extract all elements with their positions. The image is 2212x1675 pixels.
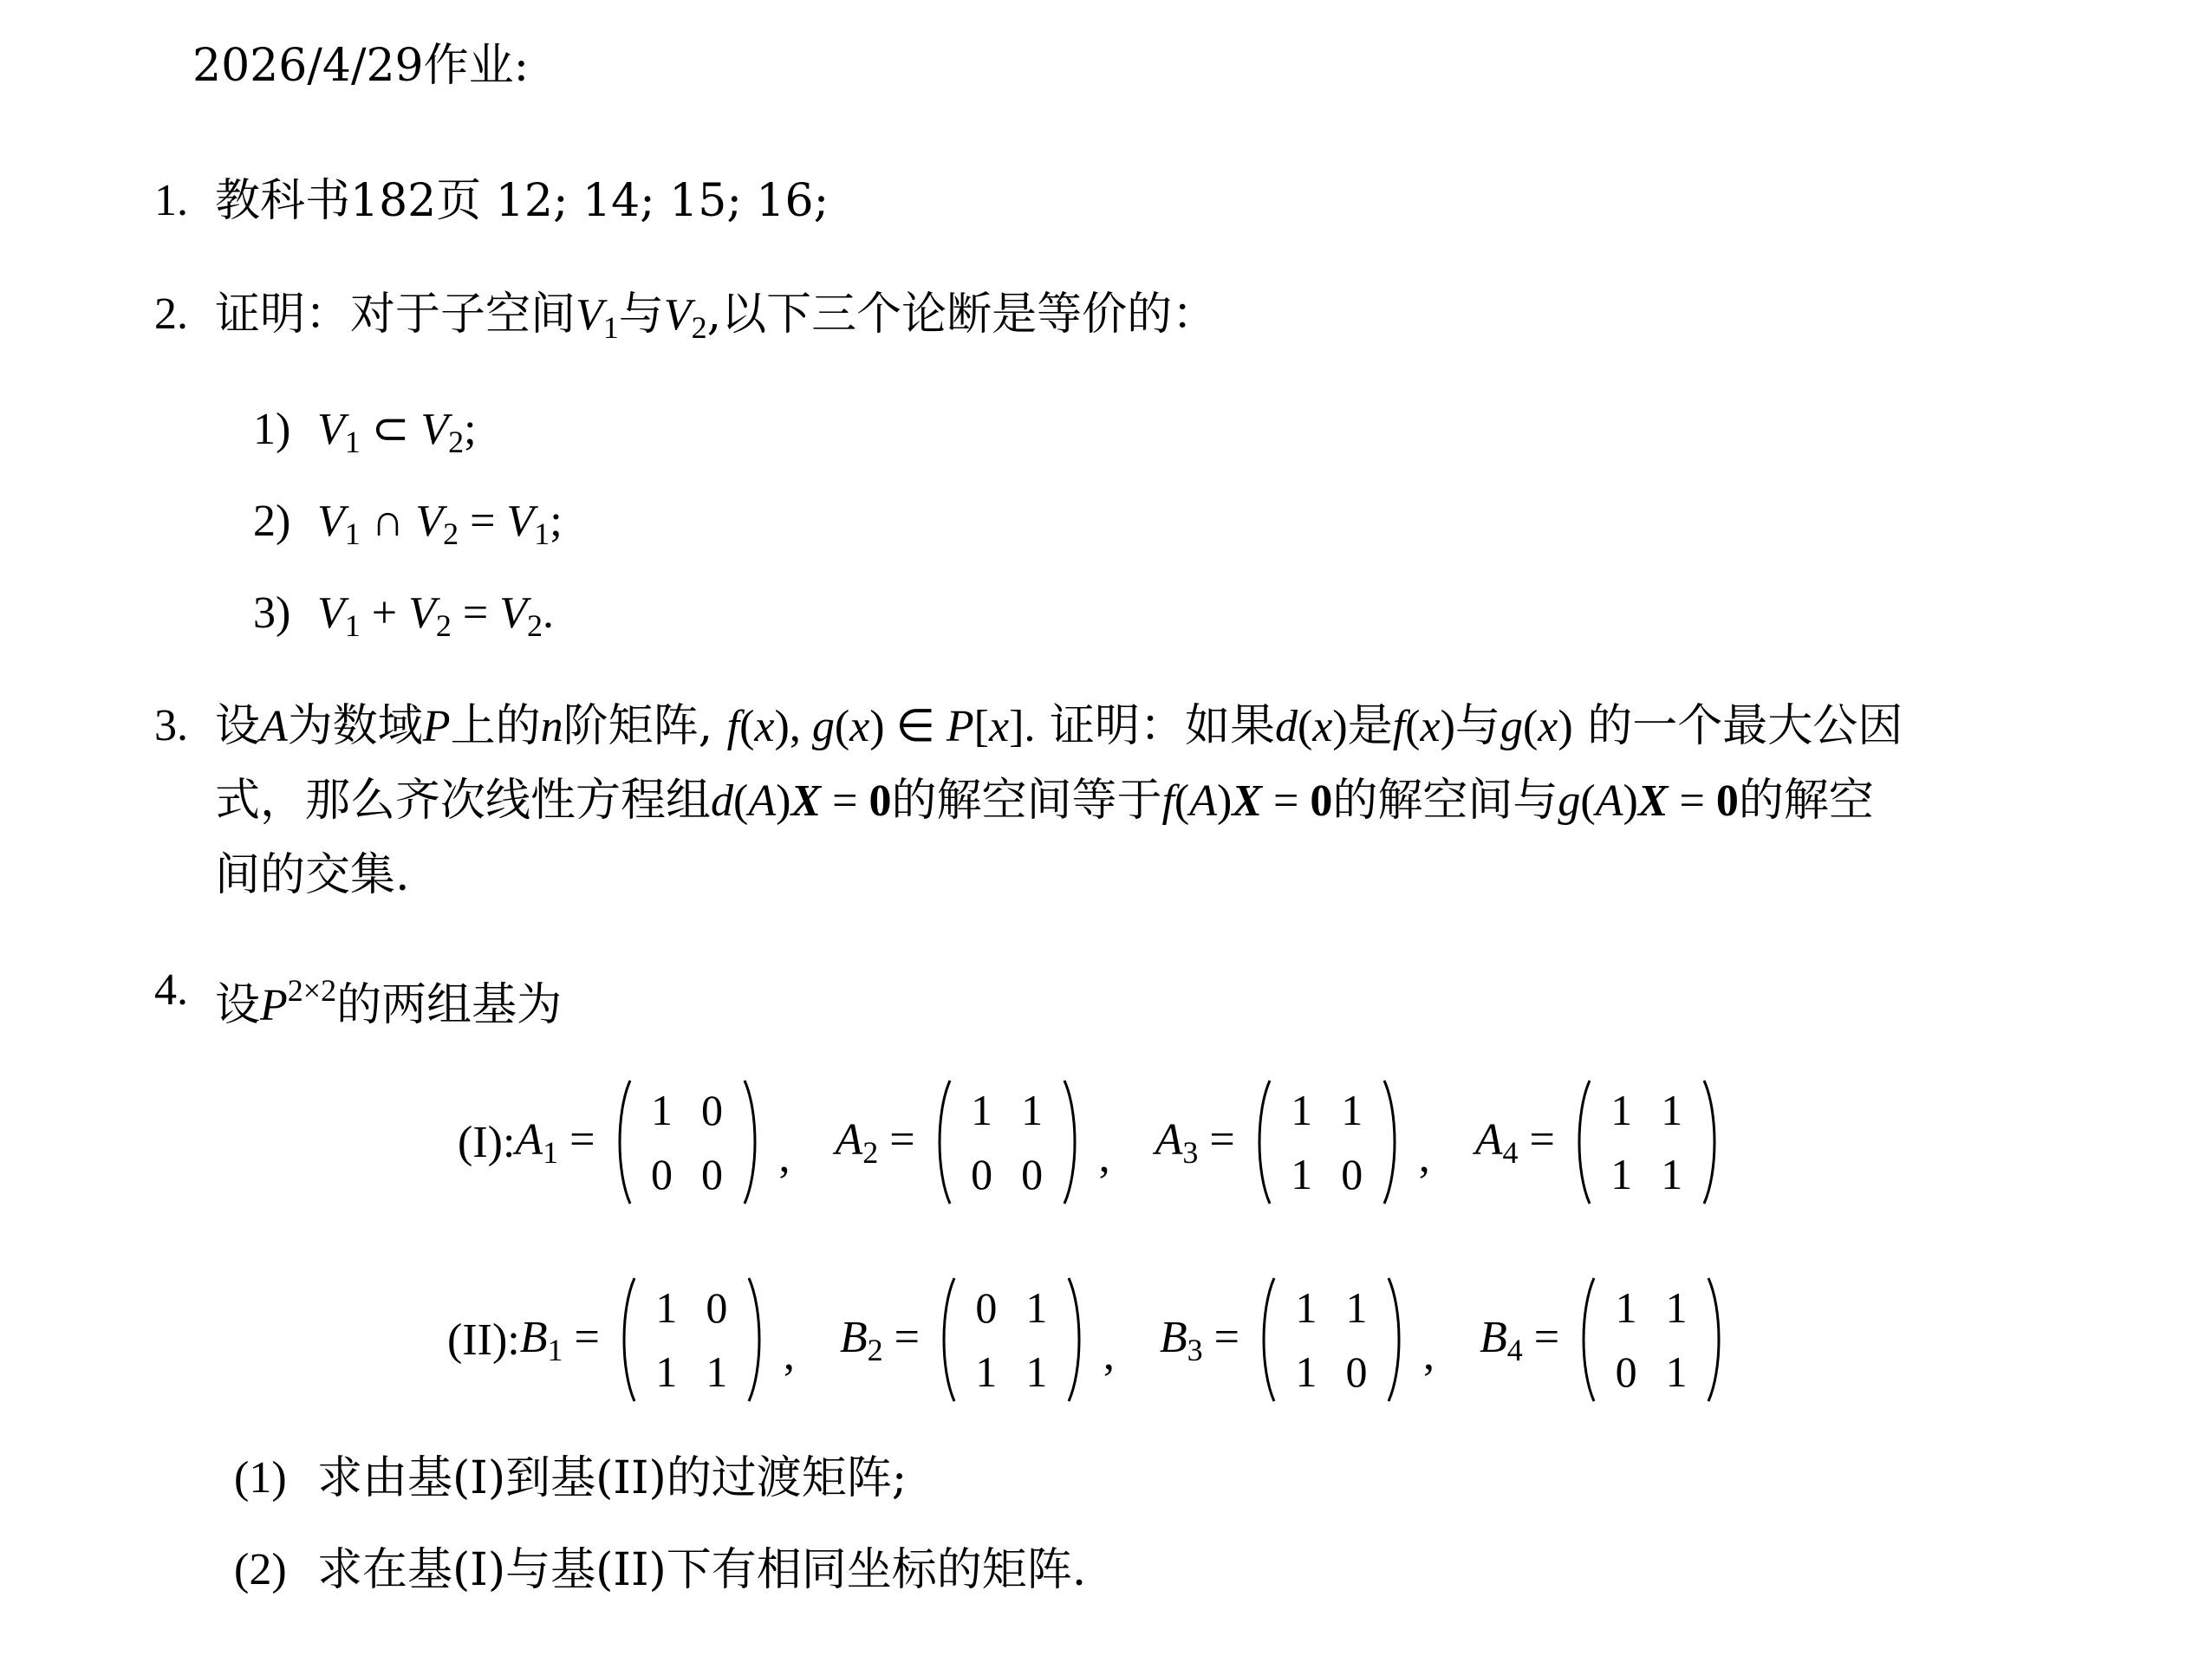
basis-I-matrix-1-name: $A_1$ =	[515, 1114, 595, 1170]
item-3-line-3: 间的交集.	[215, 849, 410, 901]
item-2-sub-1-formula: $V_1$ ⊂ $V_2$;	[317, 405, 477, 459]
basis-II-matrix-4-name: $B_4$ =	[1480, 1312, 1560, 1367]
basis-I-matrix-2-cell: 1	[1021, 1086, 1044, 1134]
basis-I-matrix-4	[1475, 1077, 1735, 1207]
basis-II-matrix-1-cell: 0	[706, 1283, 728, 1332]
item-3-line-1: 设A为数域P上的n阶矩阵, f(x), g(x) ∈ P[x]. 证明：如果d(x)是f(x)与g(x) 的一个最大公因	[215, 700, 1903, 752]
basis-II-matrix-1-cell: 1	[706, 1347, 728, 1396]
basis-I-matrix-1-cell: 0	[701, 1086, 723, 1134]
basis-I-matrix-3: $A_3$ = 1 1 1 0 ,	[1155, 1077, 1475, 1207]
item-2-number: 2.	[154, 289, 188, 339]
item-4-sub-2-text: 求在基(I)与基(II)下有相同坐标的矩阵.	[317, 1544, 1087, 1596]
basis-II-matrix-3-cell: 0	[1345, 1347, 1368, 1396]
item-4-sub-1-text: 求由基(I)到基(II)的过渡矩阵;	[317, 1452, 908, 1504]
item-1-text: 教科书182页 12; 14; 15; 16;	[215, 175, 830, 227]
item-2-sub-2-label: 2)	[253, 497, 291, 546]
item-3-number: 3.	[154, 701, 188, 750]
basis-I-matrix-1-cell: 0	[701, 1150, 723, 1198]
basis-I-label: (I):	[458, 1117, 516, 1167]
basis-I-matrix-3-cell: 0	[1341, 1150, 1363, 1198]
basis-II-matrix-1-cell: 1	[655, 1347, 678, 1396]
item-3-line-2: 式，那么齐次线性方程组d(A)X = 0的解空间等于f(A)X = 0的解空间与g(A)X = 0的解空	[215, 775, 1874, 827]
basis-II-matrix-3-cell: 1	[1295, 1283, 1317, 1332]
basis-II-matrix-3-name: $B_3$ =	[1159, 1312, 1239, 1367]
basis-I-matrix-4-cell: 1	[1610, 1150, 1633, 1198]
basis-I-row	[458, 1073, 1735, 1211]
basis-I-matrix-2-name: $A_2$ =	[835, 1114, 915, 1170]
basis-I-matrix-3-cell: 1	[1341, 1086, 1363, 1134]
basis-I-matrix-1-cell: 1	[651, 1086, 673, 1134]
basis-II-matrix-1-name: $B_1$ =	[519, 1312, 600, 1367]
basis-I-matrix-2-cell: 0	[971, 1150, 993, 1198]
basis-II-matrix-3-cell: 1	[1295, 1347, 1317, 1396]
page-title: 2026/4/29作业:	[192, 40, 530, 92]
item-4-number: 4.	[154, 965, 188, 1015]
basis-II-matrix-3: $B_3$ = 1 1 1 0 ,	[1160, 1275, 1480, 1405]
item-1-number: 1.	[154, 176, 188, 225]
basis-II-matrix-1-cell: 1	[655, 1283, 678, 1332]
basis-II-matrix-2-cell: 1	[975, 1347, 998, 1396]
basis-II-row	[447, 1270, 1740, 1409]
basis-II-matrix-2-cell: 1	[1025, 1283, 1048, 1332]
basis-II-matrix-2-name: $B_2$ =	[839, 1312, 920, 1367]
basis-I-matrix-3-cell: 1	[1291, 1150, 1313, 1198]
basis-II-matrix-4-cell: 1	[1665, 1283, 1688, 1332]
basis-I-matrix-3-name: $A_3$ =	[1155, 1114, 1235, 1170]
basis-I-matrix-1-cell: 0	[651, 1150, 673, 1198]
basis-I-matrix-3-cell: 1	[1291, 1086, 1313, 1134]
item-2-sub-3-formula: $V_1 + V_2 = V_2$.	[317, 588, 554, 643]
basis-I-matrix-4-cell: 1	[1661, 1086, 1683, 1134]
item-2-sub-1-label: 1)	[253, 405, 291, 454]
item-2-and: 与	[618, 289, 664, 341]
basis-I-matrix-2-cell: 0	[1021, 1150, 1044, 1198]
item-4-sub-2-label: (2)	[234, 1545, 287, 1594]
basis-II-matrix-1: $B_1$ = 1 0 1 1 ,	[520, 1275, 840, 1405]
basis-II-matrix-2: $B_2$ = 0 1 1 1 ,	[840, 1275, 1160, 1405]
basis-I-matrix-4-name: $A_4$ =	[1474, 1114, 1555, 1170]
item-2-rest: ,以下三个论断是等价的：	[706, 289, 1218, 341]
basis-II-matrix-4-cell: 0	[1615, 1347, 1637, 1396]
item-2-sub-2-formula: $V_1$ ∩ $V_2 = V_1$;	[317, 497, 563, 551]
item-4-intro: 设$P^{2\times 2}$的两组基为	[215, 973, 563, 1031]
basis-I-matrix-2-cell: 1	[971, 1086, 993, 1134]
basis-II-label: (II):	[447, 1315, 520, 1365]
basis-II-matrix-4-cell: 1	[1665, 1347, 1688, 1396]
item-4-sub-1-label: (1)	[234, 1453, 287, 1503]
basis-II-matrix-3-cell: 1	[1345, 1283, 1368, 1332]
basis-I-matrix-4-cell: 1	[1610, 1086, 1633, 1134]
basis-II-matrix-2-cell: 0	[975, 1283, 998, 1332]
item-2-text: 证明：对于子空间$V_1$与$V_2$,以下三个论断是等价的：	[215, 289, 1218, 345]
basis-I-matrix-1: $A_1$ = 1 0 0 0 ,	[515, 1077, 835, 1207]
basis-I-matrix-2: $A_2$ = 1 1 0 0 ,	[836, 1077, 1155, 1207]
basis-II-matrix-4	[1480, 1275, 1740, 1405]
basis-II-matrix-4-cell: 1	[1615, 1283, 1637, 1332]
item-2-intro: 证明：对于子空间	[215, 289, 576, 341]
item-2-sub-3-label: 3)	[253, 588, 291, 638]
basis-I-matrix-4-cell: 1	[1661, 1150, 1683, 1198]
basis-II-matrix-2-cell: 1	[1025, 1347, 1048, 1396]
